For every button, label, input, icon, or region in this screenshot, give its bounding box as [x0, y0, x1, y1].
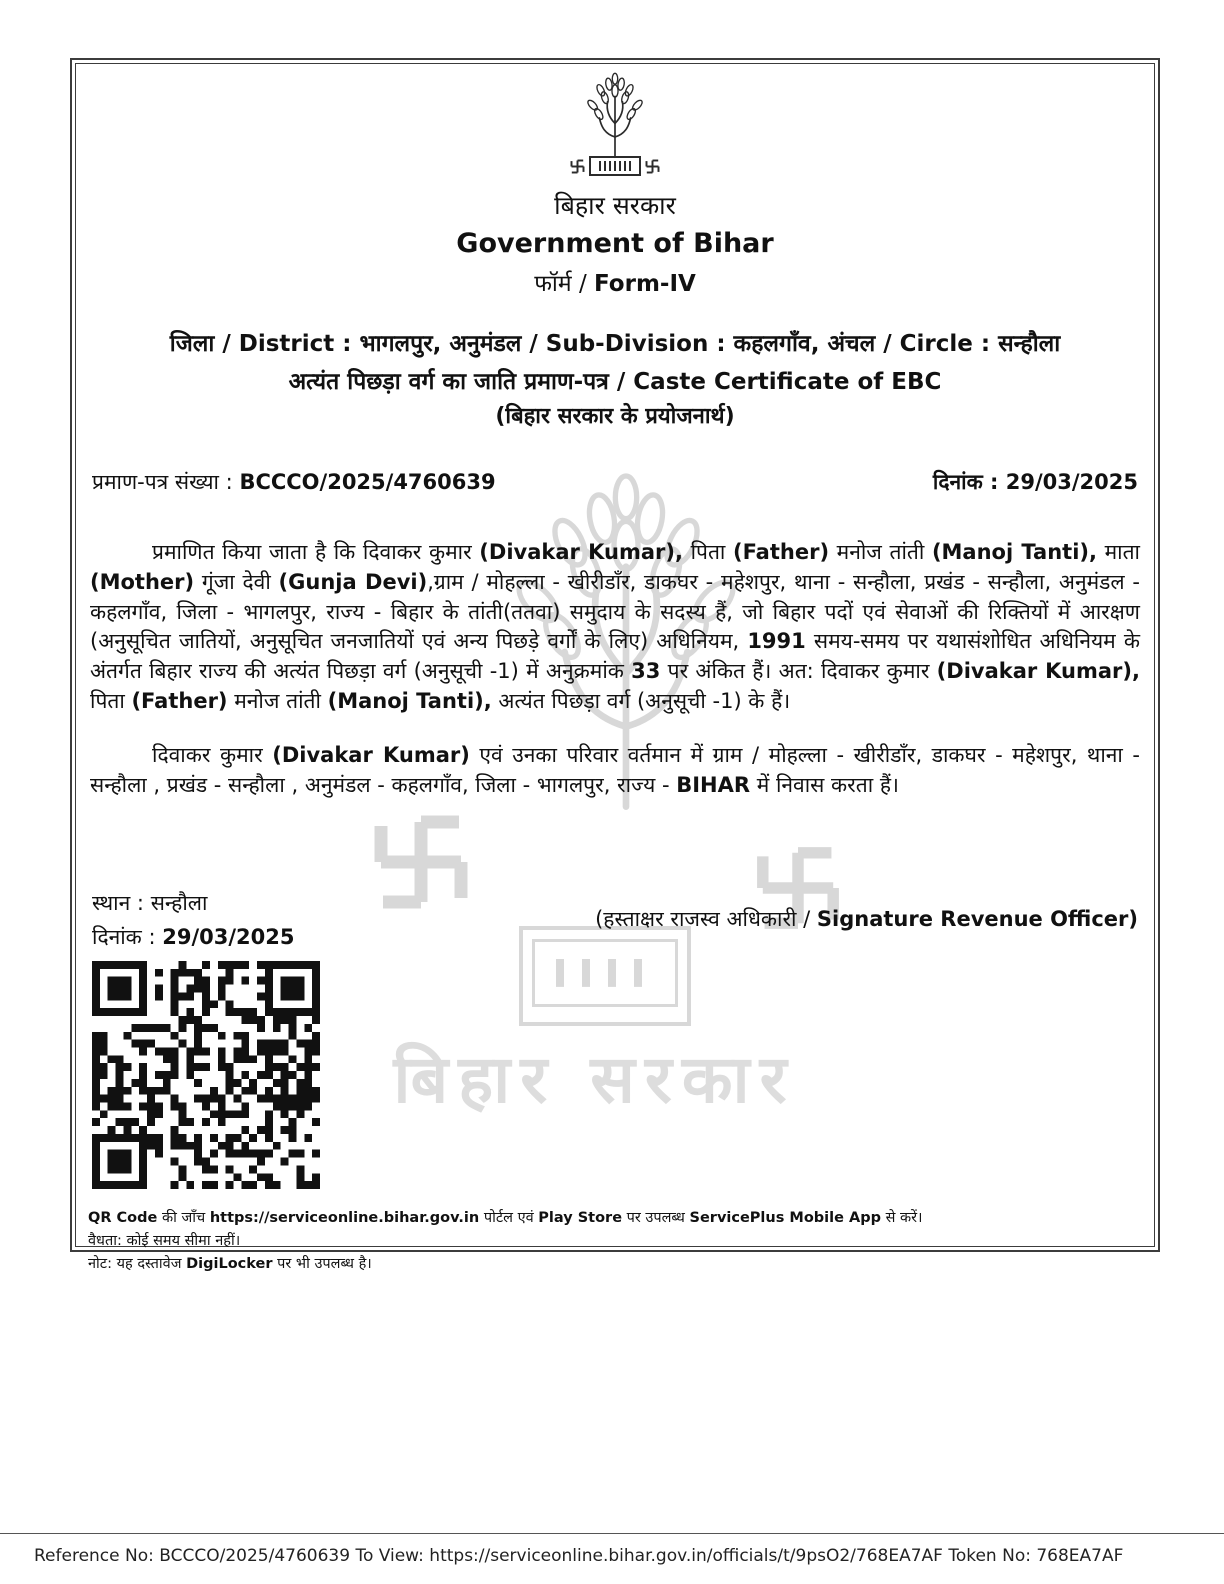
certificate-body-paragraph-1: प्रमाणित किया जाता है कि दिवाकर कुमार (Divakar Kumar), पिता (Father) मनोज तांती (Manoj Tanti), माता (Mother) गूंजा देवी (Gunja Devi),ग्राम / मोहल्ला - खीरीडाँर, डाकघर - महेशपुर, थाना - सन्हौला, प्रखंड - सन्हौला, अनुमंडल - कहलगाँव, जिला - भागलपुर, राज्य - बिहार के तांती(ततवा) समुदाय के सदस्य हैं, जो बिहार पदों एवं सेवाओं की रिक्तियों में आरक्षण (अनुसूचित जातियों, अनुसूचित जनजातियों एवं अन्य पिछड़े वर्गों के लिए) अधिनियम, 1991 समय-समय पर यथासंशोधित अधिनियम के अंतर्गत बिहार राज्य की अत्यंत पिछड़ा वर्ग (अनुसूची -1) में अनुक्रमांक 33 पर अंकित हैं। अत: दिवाकर कुमार (Divakar Kumar), पिता (Father) मनोज तांती (Manoj Tanti), अत्यंत पिछड़ा वर्ग (अनुसूची -1) के हैं। [90, 540, 1141, 714]
footer-divider [0, 1533, 1224, 1534]
government-name-hindi: बिहार सरकार [554, 191, 676, 220]
page-footer [0, 1533, 1224, 1566]
signature-section [88, 889, 1142, 1195]
certificate-frame-inner [75, 63, 1155, 1272]
place-date-block [92, 889, 320, 1195]
note-validity: वैधता: कोई समय सीमा नहीं। [88, 1232, 241, 1249]
certificate-content [76, 64, 1154, 1280]
certificate-body-paragraph-2: दिवाकर कुमार (Divakar Kumar) एवं उनका परिवार वर्तमान में ग्राम / मोहल्ला - खीरीडाँर, डाकघर - महेशपुर, थाना - सन्हौला , प्रखंड - सन्हौला , अनुमंडल - कहलगाँव, जिला - भागलपुर, राज्य - BIHAR में निवास करता हैं। [90, 742, 1140, 797]
note-digilocker: नोट: यह दस्तावेज DigiLocker पर भी उपलब्ध है। [88, 1255, 372, 1272]
certificate-date-line: दिनांक : 29/03/2025 [932, 470, 1138, 494]
form-number-line: फॉर्म / Form-IV [534, 271, 696, 297]
watermark-text: बिहार सरकार [393, 1041, 797, 1118]
emblem-swastika-left-icon [570, 159, 585, 174]
title-block [88, 326, 1142, 430]
government-name-english: Government of Bihar [456, 228, 774, 259]
certificate-number-line: प्रमाण-पत्र संख्या : BCCCO/2025/4760639 [92, 470, 496, 494]
certificate-notes [88, 1207, 1142, 1277]
place-line: स्थान : सन्हौला [92, 890, 208, 915]
certificate-title: अत्यंत पिछड़ा वर्ग का जाति प्रमाण-पत्र / Caste Certificate of EBC [288, 369, 942, 395]
signature-revenue-officer-line: (हस्ताक्षर राजस्व अधिकारी / Signature Revenue Officer) [595, 906, 1138, 931]
bihar-government-emblem [88, 72, 1142, 176]
certificate-meta-row [88, 468, 1142, 496]
reference-line: Reference No: BCCCO/2025/4760639 To View: https://serviceonline.bihar.gov.in/officials/t/9psO2/768EA7AF Token No: 768EA7AF [34, 1546, 1124, 1566]
emblem-base [570, 156, 660, 176]
emblem-tree-icon [559, 72, 671, 160]
certificate-frame [70, 58, 1160, 1272]
emblem-pedestal [589, 156, 641, 176]
district-subdivision-circle-line: जिला / District : भागलपुर, अनुमंडल / Sub-Division : कहलगाँव, अंचल / Circle : सन्हौला [169, 331, 1061, 357]
emblem-swastika-right-icon [645, 159, 660, 174]
note-qr-verification: QR Code की जाँच https://serviceonline.bihar.gov.in पोर्टल एवं Play Store पर उपलब्ध ServicePlus Mobile App से करें। [88, 1209, 923, 1226]
issue-date-line: दिनांक : 29/03/2025 [92, 924, 295, 949]
certificate-purpose-line: (बिहार सरकार के प्रयोजनार्थ) [495, 404, 735, 429]
qr-code [92, 961, 320, 1189]
